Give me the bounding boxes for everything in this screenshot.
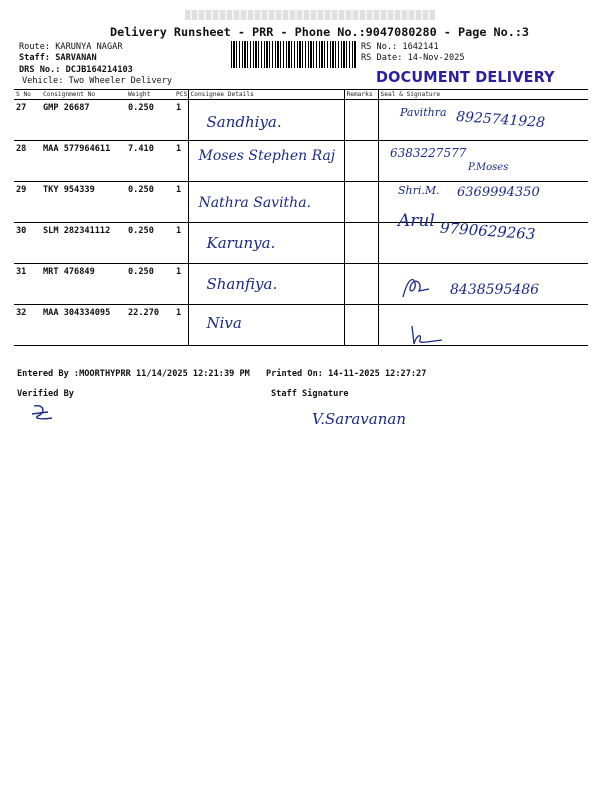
signature-name-29: Shri.M.	[398, 184, 440, 197]
row-remarks	[344, 141, 378, 182]
row-remarks	[344, 223, 378, 264]
rs-date-label: RS Date:	[361, 53, 403, 63]
document-delivery-stamp: DOCUMENT DELIVERY	[376, 68, 555, 86]
row-consignment: MAA 304334095	[41, 305, 126, 346]
consignee-handwriting: Moses Stephen Raj	[198, 148, 336, 164]
row-consignment: GMP 26687	[41, 100, 126, 141]
row-sno: 31	[14, 264, 41, 305]
rs-no-line	[361, 42, 439, 52]
printed-on: Printed On: 14-11-2025 12:27:27	[266, 369, 427, 379]
faded-company-header	[185, 10, 435, 20]
signature-name-28: P.Moses	[468, 162, 509, 173]
row-weight: 0.250	[126, 264, 174, 305]
rs-no-value: 1642141	[402, 42, 439, 52]
col-signature: Seal & Signature	[378, 90, 588, 100]
consignee-handwriting: Karunya.	[206, 234, 276, 252]
staff-line	[19, 53, 97, 63]
row-sno: 32	[14, 305, 41, 346]
vehicle-label: Vehicle:	[22, 76, 64, 86]
barcode	[231, 41, 356, 68]
rs-date-line	[361, 53, 465, 63]
col-consignment: Consignment No	[41, 90, 126, 100]
verifier-signature-mark	[28, 402, 58, 424]
consignee-handwriting: Nathra Savitha.	[198, 195, 311, 211]
signature-name-30: Arul	[398, 211, 435, 231]
drs-label: DRS No.:	[19, 65, 61, 75]
row-consignee	[188, 182, 344, 223]
route-line	[19, 42, 123, 52]
row-consignee	[188, 141, 344, 182]
signature-phone-28: 6383227577	[390, 146, 467, 160]
row-weight: 7.410	[126, 141, 174, 182]
consignee-handwriting: Shanfiya.	[206, 275, 278, 293]
signature-phone-27: 8925741928	[455, 108, 546, 132]
col-sno: S No	[14, 90, 41, 100]
col-weight: Weight	[126, 90, 174, 100]
row-pcs: 1	[174, 100, 188, 141]
route-label: Route:	[19, 42, 51, 52]
table-row	[14, 305, 588, 346]
route-value: KARUNYA NAGAR	[55, 42, 123, 52]
row-pcs: 1	[174, 305, 188, 346]
row-remarks	[344, 305, 378, 346]
row-weight: 0.250	[126, 223, 174, 264]
staff-value: SARVANAN	[55, 53, 97, 63]
page-title: Delivery Runsheet - PRR - Phone No.:9047080280 - Page No.:3	[110, 25, 530, 39]
verified-by-label: Verified By	[17, 389, 74, 399]
signature-phone-30: 9790629263	[439, 218, 536, 244]
consignee-handwriting: Sandhiya.	[206, 113, 282, 131]
rs-no-label: RS No.:	[361, 42, 398, 52]
row-weight: 22.270	[126, 305, 174, 346]
row-consignee	[188, 305, 344, 346]
row-consignment: MAA 577964611	[41, 141, 126, 182]
row-consignee	[188, 100, 344, 141]
staff-label: Staff:	[19, 53, 51, 63]
row-remarks	[344, 182, 378, 223]
row-consignment: TKY 954339	[41, 182, 126, 223]
row-consignment: MRT 476849	[41, 264, 126, 305]
row-sno: 30	[14, 223, 41, 264]
col-remarks: Remarks	[344, 90, 378, 100]
col-pcs: PCS	[176, 91, 188, 98]
consignee-handwriting: Niva	[206, 314, 242, 332]
row-remarks	[344, 264, 378, 305]
row-sno: 28	[14, 141, 41, 182]
row-consignee	[188, 264, 344, 305]
table-row	[14, 141, 588, 182]
row-weight: 0.250	[126, 100, 174, 141]
row-sno: 29	[14, 182, 41, 223]
row-pcs: 1	[174, 141, 188, 182]
row-sno: 27	[14, 100, 41, 141]
table-header-row	[14, 90, 588, 100]
rs-date-value: 14-Nov-2025	[407, 53, 465, 63]
row-weight: 0.250	[126, 182, 174, 223]
signature-phone-31: 8438595486	[450, 282, 540, 298]
signature-mark-31	[395, 273, 435, 303]
staff-signature-handwriting: V.Saravanan	[312, 410, 406, 428]
row-consignee	[188, 223, 344, 264]
row-remarks	[344, 100, 378, 141]
vehicle-line	[22, 76, 172, 86]
entered-by: Entered By :MOORTHYPRR 11/14/2025 12:21:39 PM	[17, 369, 250, 379]
signature-phone-29: 6369994350	[457, 185, 540, 200]
drs-value: DCJB164214103	[65, 65, 133, 75]
row-pcs: 1	[174, 264, 188, 305]
signature-mark-32	[402, 322, 452, 348]
row-pcs: 1	[174, 223, 188, 264]
col-consignee: Consignee Details	[188, 90, 344, 100]
signature-name-27: Pavithra	[400, 106, 447, 119]
drs-line	[19, 65, 133, 75]
row-pcs: 1	[174, 182, 188, 223]
staff-signature-label: Staff Signature	[271, 389, 349, 399]
row-consignment: SLM 282341112	[41, 223, 126, 264]
vehicle-value: Two Wheeler Delivery	[68, 76, 173, 86]
